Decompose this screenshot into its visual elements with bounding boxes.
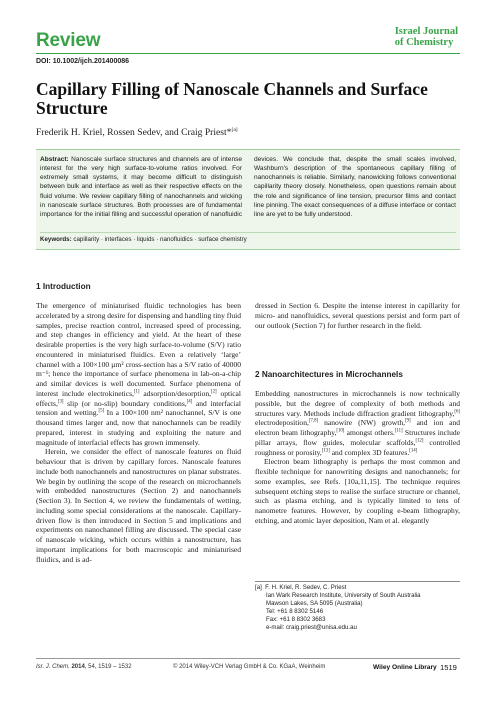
ref-link[interactable]: [9] bbox=[405, 418, 411, 424]
section2-heading: 2 Nanoarchitectures in Microchannels bbox=[255, 370, 403, 379]
ref-link[interactable]: [13] bbox=[321, 447, 330, 453]
wiley-online-library-link[interactable]: Wiley Online Library bbox=[373, 664, 437, 671]
title-line2: Structure bbox=[36, 98, 108, 118]
affiliation-tel: Tel: +61 8 8302 5146 bbox=[266, 608, 324, 616]
section2-paragraph-1: Embedding nanostructures in microchannels is now technically possible, but the degree of complexity of both methods and structures vary. Methods include diffraction gradient lithography,[6] electrodeposition,[7,8] nanowire (NW) growth,[9] and ion and electron beam lithography,[10] amongst others.[11] Structures include pillar arrays, flow guides, molecular scaffolds,[12] controlled roughness or porosity,[13] and complex 3D features.[14] bbox=[255, 389, 461, 457]
right-column bbox=[255, 389, 460, 526]
intro-paragraph-3: dressed in Section 6. Despite the intense interest in capillarity for micro- and nanofluidics, several questions persist and form part of our outlook (Section 7) for further research in the field. bbox=[255, 301, 460, 330]
title-line1: Capillary Filling of Nanoscale Channels and Surface bbox=[36, 79, 428, 99]
journal-name-line1: Israel Journal bbox=[394, 26, 458, 37]
ref-link[interactable]: [12] bbox=[415, 438, 424, 444]
ref-link[interactable]: [6] bbox=[454, 408, 460, 414]
intro-heading: 1 Introduction bbox=[36, 282, 91, 291]
ref-link[interactable]: [14] bbox=[409, 447, 418, 453]
journal-name-line2: of Chemistry bbox=[394, 37, 454, 48]
keywords-label: Keywords: bbox=[40, 236, 72, 243]
right-column-top bbox=[255, 301, 460, 330]
intro-paragraph-2: Herein, we consider the effect of nanoscale features on fluid behaviour that is driven by capillary forces. Nanoscale features include both nanochannels and nanostructures on planar substrates. We begin by outlining the scope of the research on microchannels with embedded nanostructures (Section 2) and nanochannels (Section 3). In Section 4, we review the fundamentals of wetting, including some special considerations at the nanoscale. Capillary-driven flow is then introduced in Section 5 and implications and experiments on nanochannel filling are discussed. The special case of nanoscale wicking, which occurs within a nanostructure, has important implications for both macroscopic and miniaturised fluidics, and is ad- bbox=[36, 447, 241, 564]
affiliation-divider bbox=[255, 581, 460, 582]
affiliation-email[interactable]: e-mail: craig.priest@unisa.edu.au bbox=[266, 624, 357, 632]
section2-paragraph-2: Electron beam lithography is perhaps the most common and flexible technique for nanowriting designs and nanochannels; for some examples, see Refs. [10a,11,15]. The technique requires subsequent etching steps to realise the surface structure or channel, such as plasma etching, and is typically limited to tens of nanometre features. However, by coupling e-beam lithography, etching, and atomic layer deposition, Nam et al. elegantly bbox=[255, 457, 460, 525]
article-title bbox=[36, 80, 466, 118]
abstract-box bbox=[36, 149, 460, 250]
intro-paragraph-1: The emergence of miniaturised fluidic technologies has been accelerated by a strong desire for dispensing and handling tiny fluid samples, precise reaction control, increased speed of processing, and step changes in efficiency and yield. At the heart of these desirable properties is the very high surface-to-volume (S/V) ratio encountered in miniaturised fluidics. Even a relatively ‘large’ channel with a 100×100 µm² cross-section has a S/V ratio of 40000 m⁻¹; hence the importance of surface phenomena in lab-on-a-chip and similar devices is well documented. Surface phenomena of interest include electrokinetics,[1] adsorption/desorption,[2] optical effects,[3] slip (or no-slip) boundary conditions,[4] and interfacial tension and wetting.[5] In a 100×100 nm² nanochannel, S/V is one thousand times larger and, now that nanochannels can be readily prepared, interest in studying and exploiting the nature and magnitude of interfacial effects has grown immensely. bbox=[36, 301, 241, 447]
ref-link[interactable]: [2] bbox=[211, 389, 217, 395]
journal-name bbox=[395, 26, 458, 48]
affiliation-block bbox=[255, 584, 460, 633]
footer-rule bbox=[36, 658, 460, 659]
ref-link[interactable]: [3] bbox=[57, 398, 64, 404]
ref-link[interactable]: [7,8] bbox=[308, 418, 319, 424]
ref-link[interactable]: [5] bbox=[98, 408, 105, 414]
author-list bbox=[36, 127, 238, 138]
abstract-text-block bbox=[40, 155, 456, 227]
footer-citation: Isr. J. Chem. 2014, 54, 1519 – 1532 bbox=[36, 664, 132, 670]
keywords-line bbox=[40, 236, 247, 243]
left-column bbox=[36, 301, 241, 564]
doi[interactable]: DOI: 10.1002/ijch.201400086 bbox=[36, 58, 130, 65]
keywords-list: capillarity · interfaces · liquids · nanofluidics · surface chemistry bbox=[73, 236, 247, 243]
affiliation-names: [a] F. H. Kriel, R. Sedev, C. Priest bbox=[255, 584, 347, 591]
ref-link[interactable]: [10] bbox=[336, 428, 345, 434]
section-label: Review bbox=[36, 30, 101, 51]
ref-link[interactable]: [1] bbox=[133, 389, 140, 395]
affiliation-address: Mawson Lakes, SA 5095 (Australia) bbox=[266, 600, 363, 608]
affiliation-fax: Fax: +61 8 8302 3683 bbox=[266, 616, 326, 624]
page-number: 1519 bbox=[440, 663, 457, 672]
ref-link[interactable]: [11] bbox=[394, 428, 403, 434]
ref-link[interactable]: [4] bbox=[186, 398, 193, 404]
affiliation-institute: Ian Wark Research Institute, University of South Australia bbox=[266, 592, 421, 600]
abstract-text: Nanoscale surface structures and channels are of intense interest for the very high surface-to-volume ratios involved. For extremely small systems, it may become difficult to distinguish between bulk and interface as well as their respective effects on the fluid volume. We review capillary filling of nanochannels and wicking in nanoscale surface structures. Both processes are of fundamental importance for the initial filling and successful operation of nanofluidic devices. We conclude that, despite the small scales involved, Washburn's description of the spontaneous capillary filling of nanochannels is reliable. Similarly, nanowicking follows conventional capillarity theory closely. Nonetheless, open questions remain about the role and significance of line tension, precursor films and contact line pinning. The exact consequences of a diffuse interface or contact line are yet to be fully understood. bbox=[40, 156, 456, 218]
header-rule bbox=[36, 53, 460, 54]
authors-text: Frederik H. Kriel, Rossen Sedev, and Craig Priest* bbox=[36, 127, 232, 139]
author-affiliation-mark: [a] bbox=[231, 127, 238, 133]
keywords-divider bbox=[40, 232, 456, 233]
footer-copyright: © 2014 Wiley-VCH Verlag GmbH & Co. KGaA, Weinheim bbox=[173, 664, 326, 670]
abstract-label: Abstract: bbox=[40, 156, 69, 163]
